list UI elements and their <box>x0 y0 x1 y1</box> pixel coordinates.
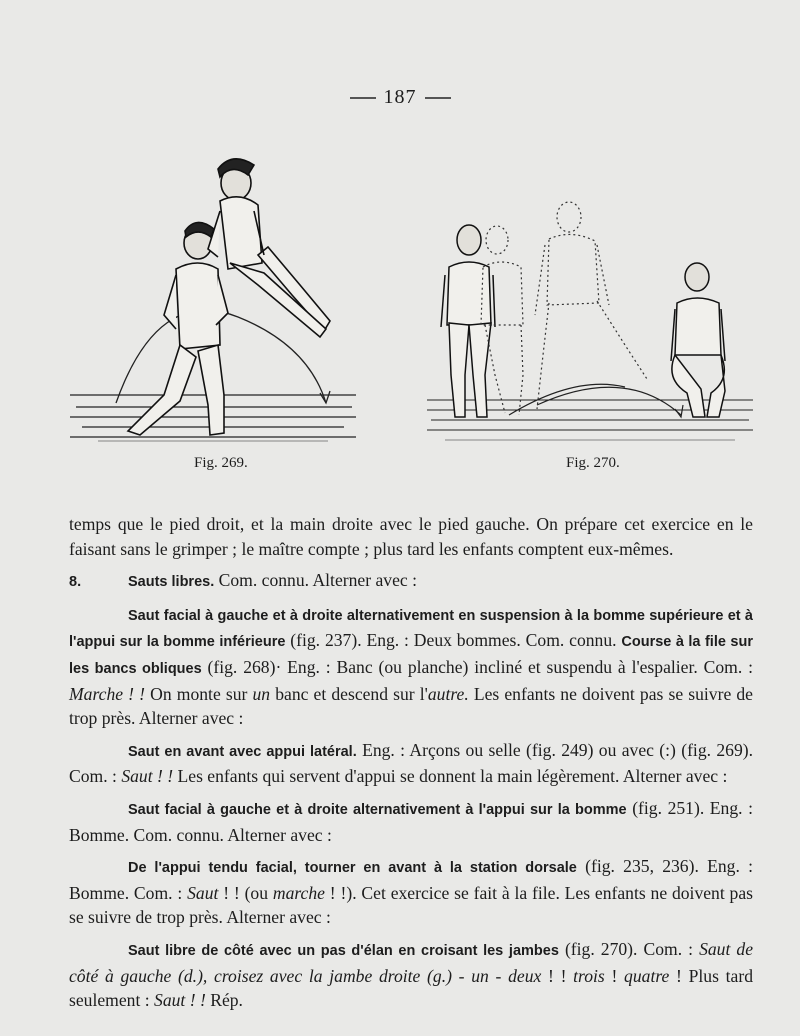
paragraph-saut-facial-bomme: Saut facial à gauche et à droite alternativement à l'appui sur la bomme (fig. 251). Eng. : Bomme. Com. connu. Alterner avec : <box>69 797 753 845</box>
body-text <box>69 512 753 1013</box>
page-number: 187 <box>0 86 800 109</box>
figure-269-illustration <box>68 145 358 445</box>
paragraph-continuation: temps que le pied droit, et la main droite avec le pied gauche. On prépare cet exercice en le faisant sans le grimper ; le maître compte ; plus tard les enfants comptent eux-mêmes. <box>69 514 753 559</box>
paragraph-saut-en-avant: Saut en avant avec appui latéral. Eng. : Arçons ou selle (fig. 249) ou avec (:) (fig. 269). Com. : Saut ! ! Les enfants qui servent d'appui se donnent la main légèrement. Alterner avec : <box>69 739 753 787</box>
paragraph-appui-tendu: De l'appui tendu facial, tourner en avant à la station dorsale (fig. 235, 236). Eng. : Bomme. Com. : Saut ! ! (ou marche ! !). Cet exercice se fait à la file. Les enfants ne doivent pas se suivre de trop près. Alterner avec : <box>69 856 754 928</box>
paragraph-saut-libre-de-cote: Saut libre de côté avec un pas d'élan en croisant les jambes (fig. 270). Com. : Saut de côté à gauche (d.), croisez avec la jambe droite (g.) - un - deux ! ! trois ! quatre ! Plus tard seulement : Saut ! ! Rép. <box>69 938 754 1011</box>
right-ornament-rule <box>425 97 451 99</box>
left-ornament-rule <box>350 97 376 99</box>
section-heading-8: 8. Sauts libres. Com. connu. Alterner avec : <box>69 570 417 591</box>
figure-269-caption: Fig. 269. <box>194 455 248 471</box>
figure-270-illustration <box>425 195 755 445</box>
paragraph-saut-facial-bommes: Saut facial à gauche et à droite alternativement en suspension à la bomme supérieure et à l'appui sur la bomme inférieure (fig. 237). Eng. : Deux bommes. Com. connu. Course à la file sur les bancs obliques (fig. 268)· Eng. : Banc (ou planche) incliné et suspendu à l'espalier. Com. : Marche ! ! On monte sur un banc et descend sur l'autre. Les enfants ne doivent pas se suivre de trop près. Alterner avec : <box>69 607 753 729</box>
figure-270-caption: Fig. 270. <box>566 455 620 471</box>
section-title: Sauts libres. <box>128 574 215 591</box>
